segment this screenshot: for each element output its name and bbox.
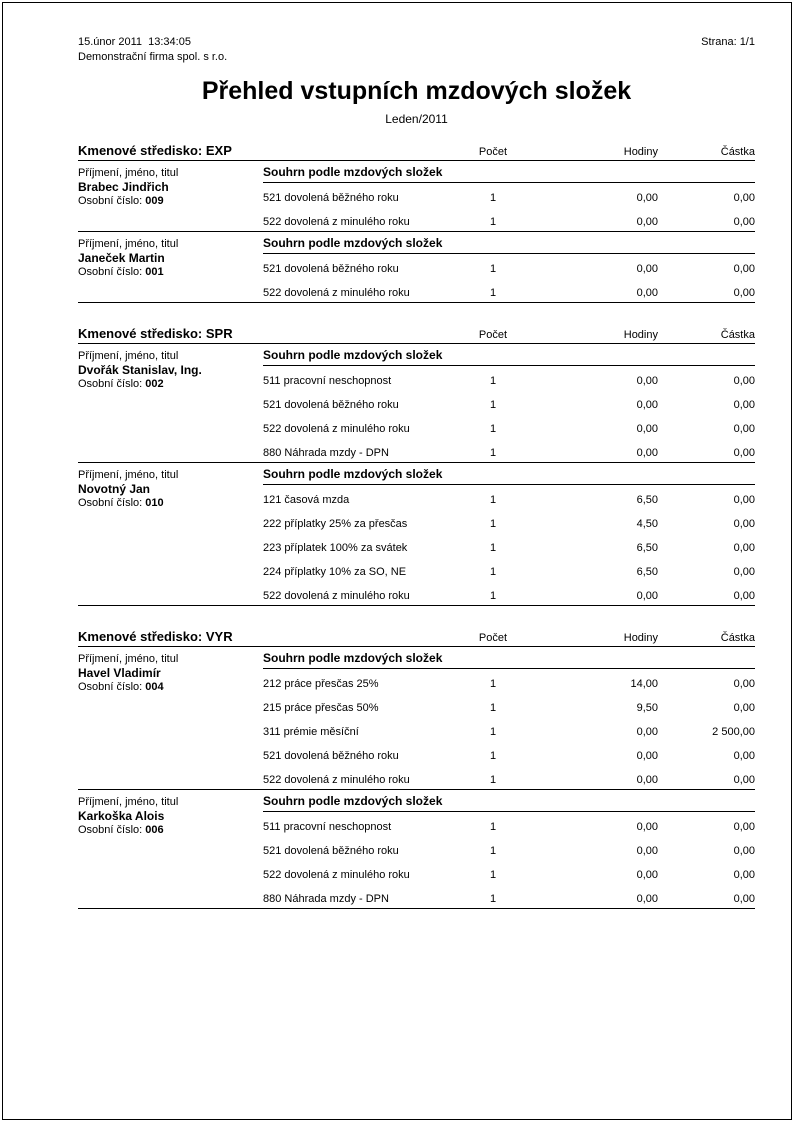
personal-number-value: 002 bbox=[145, 378, 164, 390]
personal-number-value: 010 bbox=[145, 497, 164, 509]
personal-number bbox=[78, 265, 263, 279]
wage-summary bbox=[263, 463, 755, 605]
wage-component-label: 880 Náhrada mzdy - DPN bbox=[263, 893, 389, 905]
wage-amount: 0,00 bbox=[733, 845, 755, 857]
column-header-pocet: Počet bbox=[478, 146, 508, 158]
report-content bbox=[78, 36, 755, 909]
wage-summary bbox=[263, 232, 755, 302]
wage-rows bbox=[263, 812, 755, 908]
report-title: Přehled vstupních mzdových složek bbox=[201, 77, 632, 105]
section-title: Kmenové středisko: VYR bbox=[78, 629, 233, 644]
wage-count: 1 bbox=[489, 399, 497, 411]
personal-number-value: 001 bbox=[145, 266, 164, 278]
wage-component-row bbox=[263, 836, 755, 860]
employee-info bbox=[78, 463, 263, 605]
wage-component-label: 121 časová mzda bbox=[263, 494, 350, 506]
company-name: Demonstrační firma spol. s r.o. bbox=[78, 51, 228, 63]
wage-hours: 0,00 bbox=[636, 192, 658, 204]
personal-number-label: Osobní číslo: bbox=[78, 378, 143, 390]
wage-hours: 0,00 bbox=[636, 774, 658, 786]
wage-component-label: 511 pracovní neschopnost bbox=[263, 375, 392, 387]
wage-amount: 0,00 bbox=[733, 287, 755, 299]
summary-header: Souhrn podle mzdových složek bbox=[263, 652, 755, 669]
summary-header: Souhrn podle mzdových složek bbox=[263, 468, 755, 485]
employee-block bbox=[78, 232, 755, 303]
wage-hours: 4,50 bbox=[636, 518, 658, 530]
summary-header: Souhrn podle mzdových složek bbox=[263, 166, 755, 183]
wage-component-row bbox=[263, 581, 755, 605]
wage-amount: 0,00 bbox=[733, 423, 755, 435]
summary-header: Souhrn podle mzdových složek bbox=[263, 349, 755, 366]
wage-summary bbox=[263, 161, 755, 231]
wage-rows bbox=[263, 183, 755, 231]
wage-hours: 0,00 bbox=[636, 287, 658, 299]
personal-number-value: 009 bbox=[145, 195, 164, 207]
wage-component-row bbox=[263, 183, 755, 207]
employee-list bbox=[78, 161, 755, 303]
wage-summary bbox=[263, 790, 755, 908]
employee-header-label: Příjmení, jméno, titul bbox=[78, 167, 179, 179]
wage-amount: 0,00 bbox=[733, 399, 755, 411]
column-header-hodiny: Hodiny bbox=[623, 632, 658, 644]
employee-block bbox=[78, 647, 755, 790]
wage-component-row bbox=[263, 390, 755, 414]
employee-header-label: Příjmení, jméno, titul bbox=[78, 469, 179, 481]
employee-info bbox=[78, 344, 263, 462]
wage-count: 1 bbox=[489, 774, 497, 786]
personal-number-value: 006 bbox=[145, 824, 164, 836]
wage-component-label: 880 Náhrada mzdy - DPN bbox=[263, 447, 389, 459]
wage-count: 1 bbox=[489, 702, 497, 714]
column-header-castka: Částka bbox=[720, 146, 755, 158]
wage-hours: 0,00 bbox=[636, 216, 658, 228]
wage-amount: 0,00 bbox=[733, 542, 755, 554]
employee-block bbox=[78, 344, 755, 463]
page-number: Strana: 1/1 bbox=[701, 36, 755, 48]
wage-amount: 0,00 bbox=[733, 590, 755, 602]
column-header-hodiny: Hodiny bbox=[623, 146, 658, 158]
employee-info bbox=[78, 647, 263, 789]
wage-component-label: 521 dovolená běžného roku bbox=[263, 399, 399, 411]
wage-hours: 0,00 bbox=[636, 869, 658, 881]
wage-hours: 6,50 bbox=[636, 494, 658, 506]
wage-amount: 0,00 bbox=[733, 750, 755, 762]
wage-count: 1 bbox=[489, 726, 497, 738]
report-header-left bbox=[78, 36, 227, 64]
wage-hours: 0,00 bbox=[636, 750, 658, 762]
wage-hours: 0,00 bbox=[636, 726, 658, 738]
wage-rows bbox=[263, 254, 755, 302]
wage-component-label: 212 práce přesčas 25% bbox=[263, 678, 379, 690]
wage-hours: 0,00 bbox=[636, 423, 658, 435]
wage-amount: 0,00 bbox=[733, 494, 755, 506]
wage-component-row bbox=[263, 278, 755, 302]
wage-hours: 9,50 bbox=[636, 702, 658, 714]
wage-component-label: 522 dovolená z minulého roku bbox=[263, 590, 410, 602]
wage-amount: 0,00 bbox=[733, 192, 755, 204]
wage-component-row bbox=[263, 207, 755, 231]
personal-number bbox=[78, 496, 263, 510]
wage-hours: 14,00 bbox=[630, 678, 658, 690]
wage-amount: 0,00 bbox=[733, 869, 755, 881]
wage-component-label: 522 dovolená z minulého roku bbox=[263, 423, 410, 435]
wage-amount: 0,00 bbox=[733, 375, 755, 387]
wage-count: 1 bbox=[489, 542, 497, 554]
wage-amount: 0,00 bbox=[733, 263, 755, 275]
employee-block bbox=[78, 463, 755, 606]
wage-component-label: 521 dovolená běžného roku bbox=[263, 192, 399, 204]
wage-count: 1 bbox=[489, 869, 497, 881]
wage-amount: 0,00 bbox=[733, 678, 755, 690]
wage-count: 1 bbox=[489, 566, 497, 578]
wage-count: 1 bbox=[489, 590, 497, 602]
wage-amount: 2 500,00 bbox=[712, 726, 755, 738]
column-header-castka: Částka bbox=[720, 632, 755, 644]
wage-count: 1 bbox=[489, 375, 497, 387]
employee-header-label: Příjmení, jméno, titul bbox=[78, 350, 179, 362]
personal-number bbox=[78, 377, 263, 391]
wage-component-row bbox=[263, 254, 755, 278]
employee-name: Novotný Jan bbox=[78, 482, 151, 496]
wage-count: 1 bbox=[489, 893, 497, 905]
wage-component-row bbox=[263, 765, 755, 789]
wage-component-row bbox=[263, 533, 755, 557]
report-datetime: 15.únor 2011 13:34:05 bbox=[78, 36, 191, 48]
wage-hours: 0,00 bbox=[636, 893, 658, 905]
wage-component-row bbox=[263, 438, 755, 462]
employee-header-label: Příjmení, jméno, titul bbox=[78, 238, 179, 250]
wage-component-row bbox=[263, 669, 755, 693]
wage-amount: 0,00 bbox=[733, 447, 755, 459]
report-period: Leden/2011 bbox=[385, 112, 448, 126]
wage-component-label: 521 dovolená běžného roku bbox=[263, 263, 399, 275]
wage-amount: 0,00 bbox=[733, 893, 755, 905]
wage-component-row bbox=[263, 741, 755, 765]
summary-header: Souhrn podle mzdových složek bbox=[263, 237, 755, 254]
wage-hours: 0,00 bbox=[636, 375, 658, 387]
personal-number-label: Osobní číslo: bbox=[78, 195, 143, 207]
wage-hours: 0,00 bbox=[636, 590, 658, 602]
column-header-pocet: Počet bbox=[478, 632, 508, 644]
wage-hours: 0,00 bbox=[636, 399, 658, 411]
section-header-row bbox=[78, 327, 755, 344]
wage-summary bbox=[263, 647, 755, 789]
wage-hours: 6,50 bbox=[636, 542, 658, 554]
wage-count: 1 bbox=[489, 494, 497, 506]
wage-count: 1 bbox=[489, 845, 497, 857]
wage-amount: 0,00 bbox=[733, 216, 755, 228]
wage-count: 1 bbox=[489, 750, 497, 762]
wage-component-row bbox=[263, 717, 755, 741]
employee-list bbox=[78, 344, 755, 606]
wage-component-label: 224 příplatky 10% za SO, NE bbox=[263, 566, 407, 578]
wage-amount: 0,00 bbox=[733, 518, 755, 530]
cost-center-section bbox=[78, 630, 755, 909]
employee-name: Havel Vladimír bbox=[78, 666, 161, 680]
report-header bbox=[78, 36, 755, 64]
section-header-row bbox=[78, 630, 755, 647]
wage-component-row bbox=[263, 414, 755, 438]
wage-component-label: 521 dovolená běžného roku bbox=[263, 750, 399, 762]
employee-block bbox=[78, 161, 755, 232]
column-header-pocet: Počet bbox=[478, 329, 508, 341]
section-header-row bbox=[78, 144, 755, 161]
wage-count: 1 bbox=[489, 287, 497, 299]
section-title: Kmenové středisko: SPR bbox=[78, 326, 233, 341]
wage-component-row bbox=[263, 485, 755, 509]
cost-center-section bbox=[78, 327, 755, 606]
personal-number-label: Osobní číslo: bbox=[78, 497, 143, 509]
wage-count: 1 bbox=[489, 216, 497, 228]
wage-amount: 0,00 bbox=[733, 702, 755, 714]
wage-hours: 0,00 bbox=[636, 845, 658, 857]
personal-number-value: 004 bbox=[145, 681, 164, 693]
wage-count: 1 bbox=[489, 192, 497, 204]
wage-count: 1 bbox=[489, 263, 497, 275]
wage-component-label: 511 pracovní neschopnost bbox=[263, 821, 392, 833]
wage-amount: 0,00 bbox=[733, 821, 755, 833]
wage-rows bbox=[263, 366, 755, 462]
employee-block bbox=[78, 790, 755, 909]
wage-component-row bbox=[263, 366, 755, 390]
personal-number bbox=[78, 823, 263, 837]
wage-amount: 0,00 bbox=[733, 774, 755, 786]
wage-component-label: 522 dovolená z minulého roku bbox=[263, 774, 410, 786]
wage-count: 1 bbox=[489, 678, 497, 690]
wage-hours: 0,00 bbox=[636, 821, 658, 833]
employee-header-label: Příjmení, jméno, titul bbox=[78, 796, 179, 808]
wage-rows bbox=[263, 669, 755, 789]
employee-name: Brabec Jindřich bbox=[78, 180, 169, 194]
wage-component-row bbox=[263, 693, 755, 717]
wage-summary bbox=[263, 344, 755, 462]
wage-hours: 0,00 bbox=[636, 447, 658, 459]
column-header-hodiny: Hodiny bbox=[623, 329, 658, 341]
wage-component-row bbox=[263, 812, 755, 836]
personal-number-label: Osobní číslo: bbox=[78, 681, 143, 693]
wage-amount: 0,00 bbox=[733, 566, 755, 578]
wage-count: 1 bbox=[489, 518, 497, 530]
wage-component-row bbox=[263, 509, 755, 533]
summary-header: Souhrn podle mzdových složek bbox=[263, 795, 755, 812]
section-title: Kmenové středisko: EXP bbox=[78, 143, 232, 158]
wage-component-row bbox=[263, 557, 755, 581]
employee-info bbox=[78, 790, 263, 908]
wage-component-label: 522 dovolená z minulého roku bbox=[263, 287, 410, 299]
wage-count: 1 bbox=[489, 821, 497, 833]
wage-component-label: 522 dovolená z minulého roku bbox=[263, 869, 410, 881]
sections bbox=[78, 144, 755, 909]
wage-component-label: 215 práce přesčas 50% bbox=[263, 702, 379, 714]
personal-number-label: Osobní číslo: bbox=[78, 266, 143, 278]
wage-component-label: 521 dovolená běžného roku bbox=[263, 845, 399, 857]
employee-info bbox=[78, 232, 263, 302]
column-header-castka: Částka bbox=[720, 329, 755, 341]
personal-number-label: Osobní číslo: bbox=[78, 824, 143, 836]
wage-rows bbox=[263, 485, 755, 605]
employee-name: Dvořák Stanislav, Ing. bbox=[78, 363, 202, 377]
personal-number bbox=[78, 680, 263, 694]
employee-info bbox=[78, 161, 263, 231]
wage-component-label: 522 dovolená z minulého roku bbox=[263, 216, 410, 228]
personal-number bbox=[78, 194, 263, 208]
wage-component-label: 223 příplatek 100% za svátek bbox=[263, 542, 408, 554]
employee-list bbox=[78, 647, 755, 909]
wage-component-row bbox=[263, 884, 755, 908]
wage-count: 1 bbox=[489, 447, 497, 459]
wage-component-label: 311 prémie měsíční bbox=[263, 726, 359, 738]
wage-component-row bbox=[263, 860, 755, 884]
employee-name: Karkoška Alois bbox=[78, 809, 165, 823]
cost-center-section bbox=[78, 144, 755, 303]
wage-component-label: 222 příplatky 25% za přesčas bbox=[263, 518, 408, 530]
employee-header-label: Příjmení, jméno, titul bbox=[78, 653, 179, 665]
wage-hours: 0,00 bbox=[636, 263, 658, 275]
employee-name: Janeček Martin bbox=[78, 251, 165, 265]
wage-count: 1 bbox=[489, 423, 497, 435]
wage-hours: 6,50 bbox=[636, 566, 658, 578]
